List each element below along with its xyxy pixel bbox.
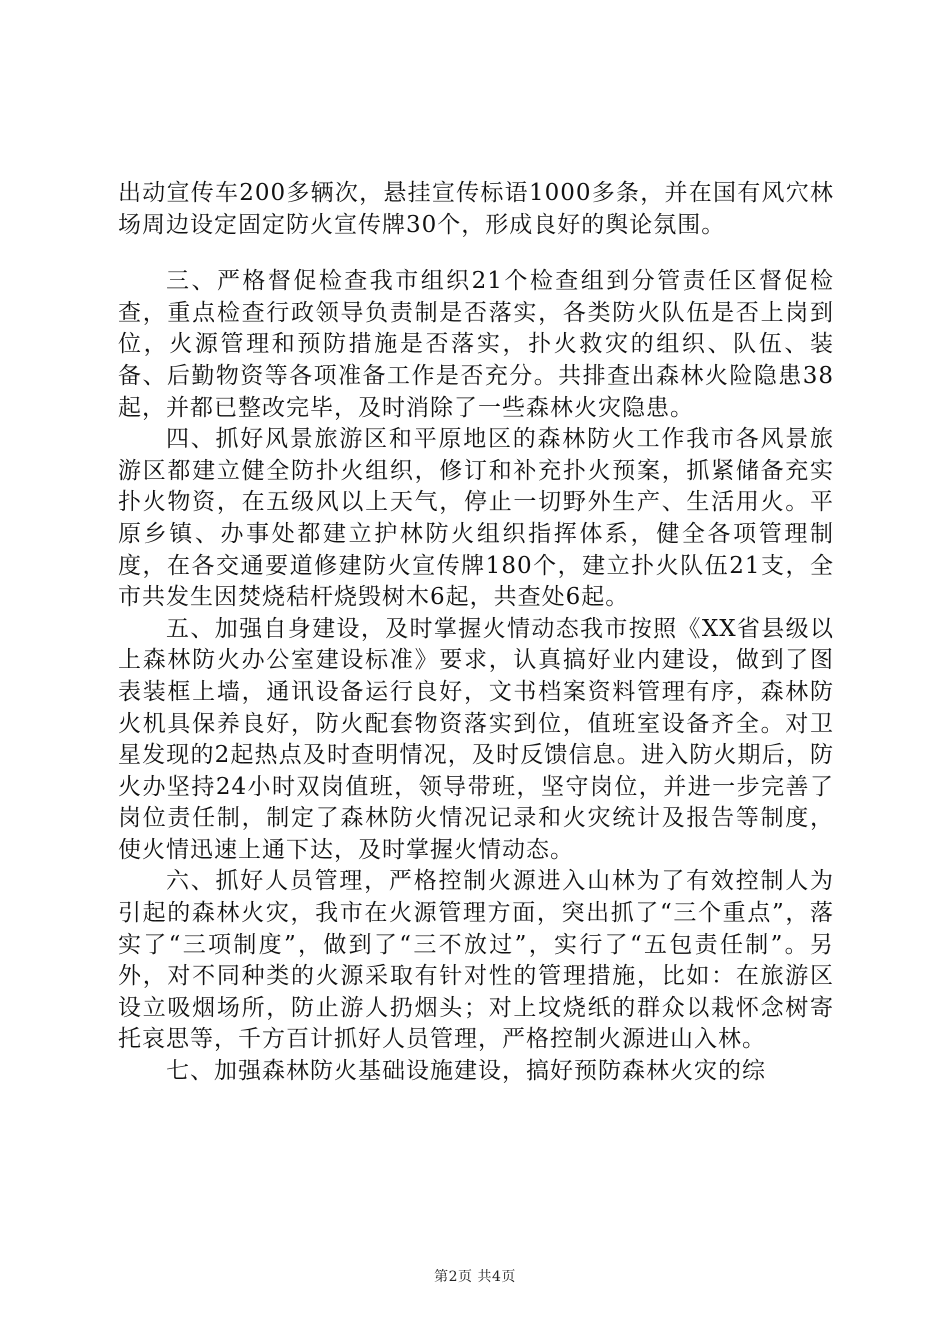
paragraph-section-4: 四、抓好风景旅游区和平原地区的森林防火工作我市各风景旅游区都建立健全防扑火组织，修订和补充扑火预案，抓紧储备充实扑火物资，在五级风以上天气，停止一切野外生产、生活用火。平原乡镇、办事处都建立护林防火组织指挥体系，健全各项管理制度，在各交通要道修建防火宣传牌180个，建立扑火队伍21支，全市共发生因焚烧秸杆烧毁树木6起，共查处6起。 xyxy=(118,426,834,611)
paragraph-section-3: 三、严格督促检查我市组织21个检查组到分管责任区督促检查，重点检查行政领导负责制是否落实，各类防火队伍是否上岗到位，火源管理和预防措施是否落实，扑火救灾的组织、队伍、装备、后勤物资等各项准备工作是否充分。共排查出森林火险隐患38起，并都已整改完毕，及时消除了一些森林火灾隐患。 xyxy=(118,268,834,421)
document-body xyxy=(118,178,834,1088)
paragraph-section-5: 五、加强自身建设，及时掌握火情动态我市按照《XX省县级以上森林防火办公室建设标准》要求，认真搞好业内建设，做到了图表装框上墙，通讯设备运行良好，文书档案资料管理有序，森林防火机具保养良好，防火配套物资落实到位，值班室设备齐全。对卫星发现的2起热点及时查明情况，及时反馈信息。进入防火期后，防火办坚持24小时双岗值班，领导带班，坚守岗位，并进一步完善了岗位责任制，制定了森林防火情况记录和火灾统计及报告等制度，使火情迅速上通下达，及时掌握火情动态。 xyxy=(118,615,834,863)
paragraph-section-6: 六、抓好人员管理，严格控制火源进入山林为了有效控制人为引起的森林火灾，我市在火源管理方面，突出抓了“三个重点”，落实了“三项制度”，做到了“三不放过”，实行了“五包责任制”。另外，对不同种类的火源采取有针对性的管理措施，比如：在旅游区设立吸烟场所，防止游人扔烟头；对上坟烧纸的群众以栽怀念树寄托哀思等，千方百计抓好人员管理，严格控制火源进山入林。 xyxy=(118,868,834,1053)
page-number-footer: 第2页 共4页 xyxy=(434,1269,516,1285)
paragraph-section-7: 七、加强森林防火基础设施建设，搞好预防森林火灾的综 xyxy=(166,1058,766,1085)
paragraph-continuation: 出动宣传车200多辆次，悬挂宣传标语1000多条，并在国有风穴林场周边设定固定防火宣传牌30个，形成良好的舆论氛围。 xyxy=(118,180,834,238)
